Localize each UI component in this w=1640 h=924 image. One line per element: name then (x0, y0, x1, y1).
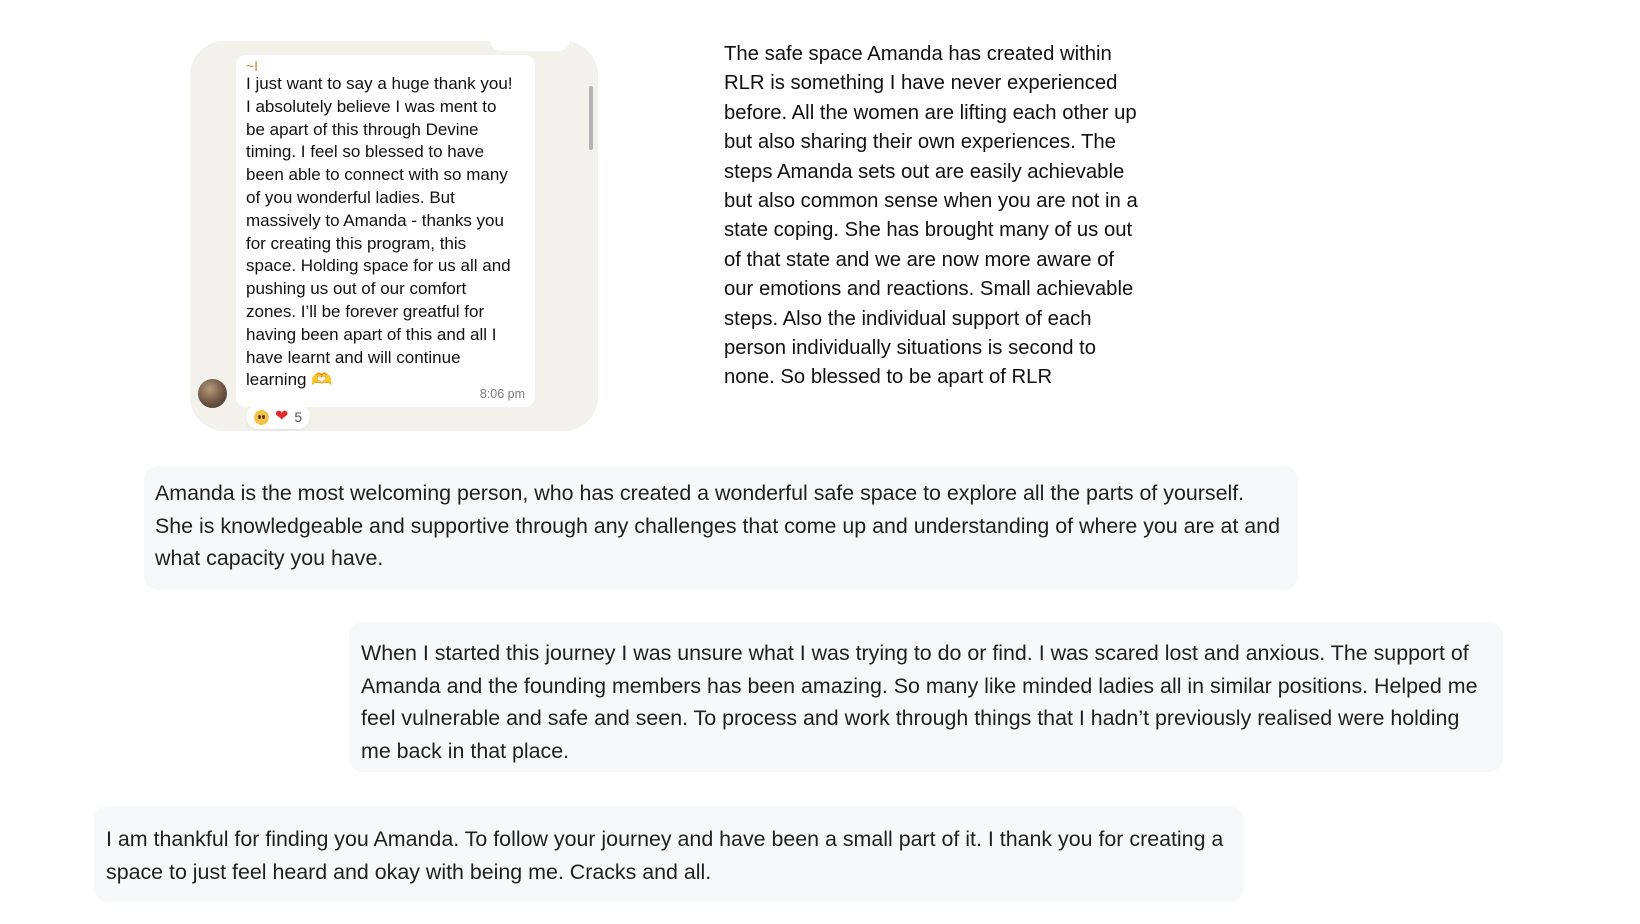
testimonial-text: When I started this journey I was unsure what I was trying to do or find. I was scared lost and anxious. The support of Amanda and the founding members has been amazing. So many like minded ladies all in similar positions. Helped me feel vulnerable and safe and seen. To process and work through things that I hadn’t previously realised were holding me back in that place. (361, 641, 1478, 764)
chat-timestamp: 8:06 pm (479, 387, 525, 401)
testimonial-rlr-safe-space: The safe space Amanda has created within RLR is something I have never experienced before. All the women are lifting each other up but also sharing their own experiences. The steps Amanda sets out are easily achievable but also common sense when you are not in a state coping. She has brought many of us out of that state and we are now more aware of our emotions and reactions. Small achievable steps. Also the individual support of each person individually situations is second to none. So blessed to be apart of RLR (724, 43, 1138, 389)
testimonial-box-journey (349, 622, 1503, 772)
testimonial-box-welcoming (144, 466, 1298, 590)
chat-screenshot-card (190, 41, 598, 431)
chat-message-text (246, 73, 525, 392)
message-reactions[interactable] (246, 405, 310, 429)
chat-sender-name: ~I (246, 58, 259, 74)
reaction-count: 5 (294, 409, 303, 425)
previous-message-edge (490, 41, 570, 51)
red-heart-icon: ❤ (275, 408, 289, 425)
sender-avatar (198, 379, 227, 408)
heart-hands-emoji: 🫶 (311, 370, 333, 390)
testimonial-text: I am thankful for finding you Amanda. To follow your journey and have been a small part of it. I thank you for creating a space to just feel heard and okay with being me. Cracks and all. (106, 827, 1224, 884)
chat-scrollbar[interactable] (589, 86, 593, 150)
pleading-face-icon (254, 410, 269, 425)
testimonial-box-thankful (94, 806, 1244, 902)
chat-message-bubble (236, 55, 535, 407)
testimonial-text: Amanda is the most welcoming person, who has created a wonderful safe space to explore all the parts of yourself. She is knowledgeable and supportive through any challenges that come up and understanding of where you are at and what capacity you have. (155, 481, 1280, 571)
chat-message-body: I just want to say a huge thank you! I absolutely believe I was ment to be apart of this through Devine timing. I feel so blessed to have been able to connect with so many of you wonderful ladies. But massively to Amanda - thanks you for creating this program, this space. Holding space for us all and pushing us out of our comfort zones. I’ll be forever greatful for having been apart of this and all I have learnt and will continue learning (246, 74, 513, 390)
